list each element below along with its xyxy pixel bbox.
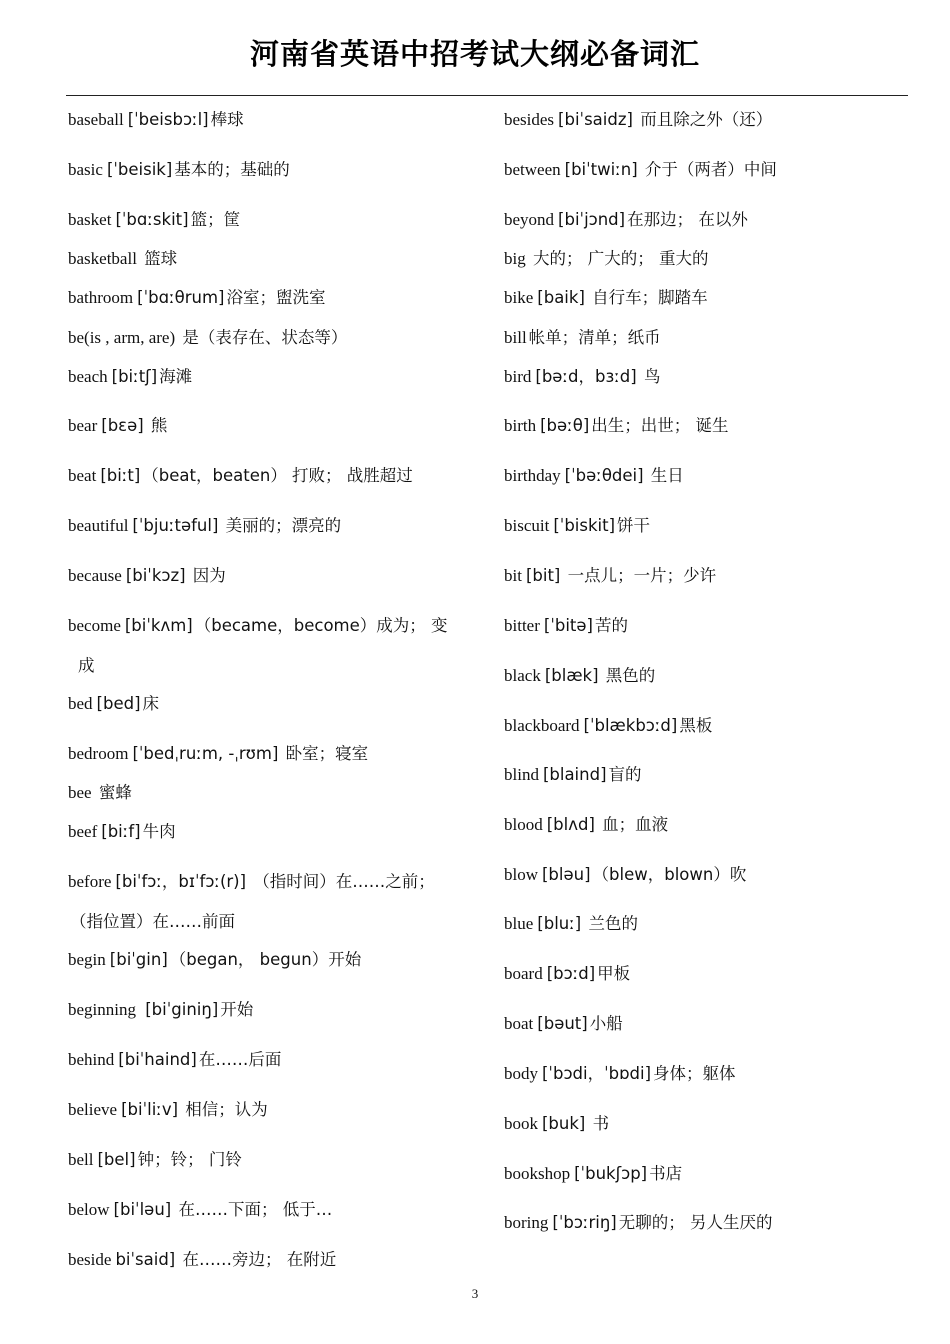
vocab-entry <box>68 744 368 764</box>
entry-word: beach <box>68 367 108 386</box>
entry-pronunciation: biˈsaid] <box>115 1250 176 1269</box>
entry-word: bee <box>68 783 92 802</box>
vocab-entry <box>504 1064 736 1084</box>
entry-word: be(is , arm, are) <box>68 328 176 347</box>
entry-pronunciation: [biˈhaind] <box>118 1050 197 1069</box>
entry-pronunciation: [biːf] <box>101 822 141 841</box>
entry-word: behind <box>68 1050 115 1069</box>
entry-word: between <box>504 160 561 179</box>
vocab-entry <box>68 1200 332 1220</box>
entry-word: bed <box>68 694 93 713</box>
entry-meaning: 饼干 <box>617 516 651 535</box>
entry-word: birthday <box>504 466 561 485</box>
entry-pronunciation: [ˈbɑːθrum] <box>137 288 225 307</box>
entry-word: beef <box>68 822 98 841</box>
entry-word: bear <box>68 416 98 435</box>
vocab-entry <box>504 566 716 586</box>
entry-word: beside <box>68 1250 112 1269</box>
vocab-entry <box>504 1014 623 1034</box>
vocab-entry <box>504 416 729 436</box>
entry-meaning: 出生；出世； 诞生 <box>591 416 729 435</box>
entry-meaning-continued: （指位置）在……前面 <box>70 912 235 931</box>
entry-meaning: 大的； 广大的； 重大的 <box>527 249 709 268</box>
entry-word: bird <box>504 367 532 386</box>
vocab-entry <box>504 249 708 269</box>
entry-meaning: 苦的 <box>594 616 628 635</box>
entry-meaning: 床 <box>142 694 160 713</box>
vocab-entry <box>504 1164 682 1184</box>
vocab-entry <box>68 1000 253 1020</box>
entry-word: believe <box>68 1100 118 1119</box>
vocab-entry <box>504 466 684 486</box>
entry-word: besides <box>504 110 555 129</box>
entry-meaning: 小船 <box>589 1014 623 1033</box>
entry-pronunciation: [bel] <box>97 1150 136 1169</box>
entry-meaning: 篮球 <box>138 249 178 268</box>
entry-word: become <box>68 616 121 635</box>
entry-pronunciation: [biˈfɔː，bɪˈfɔː(r)] <box>115 872 247 891</box>
entry-meaning: 相信；认为 <box>180 1100 268 1119</box>
entry-pronunciation: [bɛə] <box>101 416 144 435</box>
entry-word: below <box>68 1200 110 1219</box>
entry-word: board <box>504 964 543 983</box>
entry-meaning: （blew，blown）吹 <box>592 865 747 884</box>
entry-meaning: 熊 <box>145 416 168 435</box>
entry-word: blow <box>504 865 538 884</box>
entry-pronunciation: [buk] <box>542 1114 586 1133</box>
vocab-entry <box>504 110 772 130</box>
vocab-entry <box>68 288 325 308</box>
page-title: 河南省英语中招考试大纲必备词汇 <box>249 37 700 71</box>
entry-word: bookshop <box>504 1164 571 1183</box>
entry-pronunciation: [bed] <box>96 694 141 713</box>
entry-meaning: 生日 <box>645 466 684 485</box>
entry-meaning: （became，become）成为； 变 <box>194 616 448 635</box>
entry-word: beat <box>68 466 97 485</box>
entry-word: basket <box>68 210 112 229</box>
entry-meaning: 篮；筐 <box>190 210 241 229</box>
entry-pronunciation: [ˈbiskit] <box>553 516 616 535</box>
vocab-entry <box>504 865 746 885</box>
page-number: 3 <box>471 1286 479 1301</box>
entry-word: biscuit <box>504 516 550 535</box>
entry-meaning: 身体；躯体 <box>653 1064 736 1083</box>
entry-pronunciation: [blæk] <box>544 666 599 685</box>
entry-meaning: 鸟 <box>638 367 661 386</box>
entry-pronunciation: [bəːd，bɜːd] <box>535 367 637 386</box>
entry-word: because <box>68 566 122 585</box>
entry-word: bitter <box>504 616 540 635</box>
entry-meaning: 兰色的 <box>583 914 638 933</box>
entry-meaning: 血；血液 <box>596 815 669 834</box>
vocab-entry <box>504 765 642 785</box>
entry-word: black <box>504 666 541 685</box>
entry-meaning: 而且除之外（还） <box>634 110 773 129</box>
entry-word: body <box>504 1064 538 1083</box>
entry-meaning: 无聊的； 另人生厌的 <box>618 1213 773 1232</box>
entry-meaning: 棒球 <box>210 110 244 129</box>
vocab-entry <box>504 666 655 686</box>
entry-pronunciation: [bit] <box>525 566 561 585</box>
vocab-entry <box>68 616 448 676</box>
entry-meaning: 开始 <box>220 1000 254 1019</box>
vocab-entry <box>68 367 192 387</box>
entry-pronunciation: [biˈginiŋ] <box>140 1000 219 1019</box>
entry-meaning: 甲板 <box>597 964 631 983</box>
entry-meaning: 基本的；基础的 <box>174 160 290 179</box>
entry-meaning: 美丽的；漂亮的 <box>220 516 342 535</box>
entry-meaning: 书 <box>587 1114 610 1133</box>
entry-pronunciation: [blʌd] <box>546 815 595 834</box>
entry-pronunciation: [blaind] <box>542 765 607 784</box>
entry-meaning: 浴室；盥洗室 <box>226 288 326 307</box>
entry-word: birth <box>504 416 537 435</box>
vocab-entry <box>504 367 660 387</box>
entry-word: baseball <box>68 110 124 129</box>
entry-word: bit <box>504 566 522 585</box>
entry-word: begin <box>68 950 106 969</box>
entry-pronunciation: [biˈliːv] <box>121 1100 179 1119</box>
entry-meaning: 盲的 <box>608 765 642 784</box>
entry-meaning: （beat，beaten） 打败； 战胜超过 <box>142 466 413 485</box>
entry-meaning: 牛肉 <box>142 822 176 841</box>
entry-meaning: （began， begun）开始 <box>169 950 362 969</box>
entry-pronunciation: [biˈsaidz] <box>558 110 633 129</box>
vocab-entry <box>504 516 650 536</box>
entry-pronunciation: [biˈkɔz] <box>125 566 186 585</box>
vocab-entry <box>68 110 244 130</box>
entry-meaning: 钟；铃； 门铃 <box>137 1150 242 1169</box>
entry-meaning: 在那边； 在以外 <box>627 210 748 229</box>
entry-pronunciation: [bluː] <box>537 914 582 933</box>
entry-meaning: 蜜蜂 <box>93 783 132 802</box>
entry-word: beginning <box>68 1000 136 1019</box>
vocab-entry <box>68 1250 336 1270</box>
entry-meaning: 自行车；脚踏车 <box>586 288 708 307</box>
entry-pronunciation: [ˈbedˌruːm, -ˌrʊm] <box>132 744 279 763</box>
entry-word: blue <box>504 914 534 933</box>
entry-word: boring <box>504 1213 549 1232</box>
vocab-entry <box>68 566 226 586</box>
vocab-entry <box>504 160 777 180</box>
entry-meaning: 是（表存在、状态等） <box>177 328 348 347</box>
entry-meaning: 卧室；寝室 <box>280 744 369 763</box>
entry-pronunciation: [biˈtwiːn] <box>564 160 638 179</box>
vocab-entry <box>68 160 290 180</box>
entry-pronunciation: [bɔːd] <box>546 964 596 983</box>
entry-pronunciation: [bəːθ] <box>540 416 590 435</box>
entry-pronunciation: [ˈbəːθdei] <box>564 466 644 485</box>
entry-word: boat <box>504 1014 534 1033</box>
entry-meaning: 黑板 <box>679 716 713 735</box>
entry-pronunciation: [biˈkʌm] <box>124 616 193 635</box>
vocab-entry <box>504 716 712 736</box>
entry-word: bill <box>504 328 527 347</box>
vocab-entry <box>68 416 167 436</box>
entry-meaning: 海滩 <box>159 367 193 386</box>
vocab-entry <box>68 249 177 269</box>
entry-meaning: 帐单；清单；纸币 <box>528 328 661 347</box>
vocab-entry <box>504 288 708 308</box>
entry-meaning: 在……下面； 低于… <box>173 1200 333 1219</box>
entry-pronunciation: [biˈjɔnd] <box>558 210 626 229</box>
entry-word: blackboard <box>504 716 580 735</box>
vocab-entry <box>504 210 748 230</box>
entry-pronunciation: [bəut] <box>537 1014 588 1033</box>
entry-pronunciation: [biːt] <box>100 466 141 485</box>
title-divider <box>66 95 908 96</box>
vocab-entry <box>68 694 159 714</box>
vocab-entry <box>68 822 176 842</box>
vocab-entry <box>68 466 413 486</box>
vocab-entry <box>504 328 661 348</box>
vocab-entry <box>68 516 341 536</box>
entry-pronunciation: [ˈbɑːskit] <box>115 210 189 229</box>
vocab-entry <box>68 1050 281 1070</box>
entry-pronunciation: [ˈbeisik] <box>106 160 173 179</box>
entry-word: blind <box>504 765 539 784</box>
vocab-entry <box>68 1100 268 1120</box>
vocab-entry <box>504 1114 609 1134</box>
entry-word: book <box>504 1114 538 1133</box>
entry-pronunciation: [biːtʃ] <box>111 367 158 386</box>
entry-word: blood <box>504 815 543 834</box>
entry-pronunciation: [ˈbɔdi，ˈbɒdi] <box>542 1064 652 1083</box>
vocab-entry <box>504 1213 772 1233</box>
entry-pronunciation: [ˈblækbɔːd] <box>583 716 678 735</box>
entry-pronunciation: [bləu] <box>542 865 591 884</box>
entry-meaning: 在……后面 <box>198 1050 282 1069</box>
vocab-entry <box>504 964 630 984</box>
entry-meaning-continued: 成 <box>78 656 95 675</box>
vocab-entry <box>504 914 638 934</box>
entry-meaning: 黑色的 <box>600 666 656 685</box>
entry-pronunciation: [ˈbɔːriŋ] <box>552 1213 617 1232</box>
entry-word: big <box>504 249 526 268</box>
entry-word: basketball <box>68 249 137 268</box>
vocab-entry <box>68 872 435 932</box>
entry-meaning: （指时间）在……之前； <box>248 872 435 891</box>
entry-meaning: 介于（两者）中间 <box>639 160 777 179</box>
entry-pronunciation: [ˈbjuːtəful] <box>132 516 219 535</box>
entry-pronunciation: [baik] <box>537 288 585 307</box>
entry-pronunciation: [ˈbeisbɔːl] <box>127 110 209 129</box>
vocab-entry <box>504 616 628 636</box>
entry-word: beyond <box>504 210 555 229</box>
vocab-entry <box>68 328 347 348</box>
vocab-entry <box>504 815 668 835</box>
vocab-entry <box>68 950 361 970</box>
entry-meaning: 一点儿；一片；少许 <box>562 566 717 585</box>
entry-word: bike <box>504 288 534 307</box>
entry-word: before <box>68 872 112 891</box>
entry-pronunciation: [ˈbukʃɔp] <box>574 1164 648 1183</box>
entry-word: bell <box>68 1150 94 1169</box>
vocab-entry <box>68 783 132 803</box>
vocab-entry <box>68 210 240 230</box>
entry-pronunciation: [biˈgin] <box>109 950 168 969</box>
entry-word: basic <box>68 160 103 179</box>
entry-pronunciation: [ˈbitə] <box>543 616 593 635</box>
entry-word: bedroom <box>68 744 129 763</box>
entry-meaning: 在……旁边； 在附近 <box>177 1250 337 1269</box>
entry-word: bathroom <box>68 288 134 307</box>
entry-word: beautiful <box>68 516 129 535</box>
vocab-entry <box>68 1150 242 1170</box>
entry-pronunciation: [biˈləu] <box>113 1200 172 1219</box>
entry-meaning: 因为 <box>187 566 226 585</box>
entry-meaning: 书店 <box>649 1164 683 1183</box>
